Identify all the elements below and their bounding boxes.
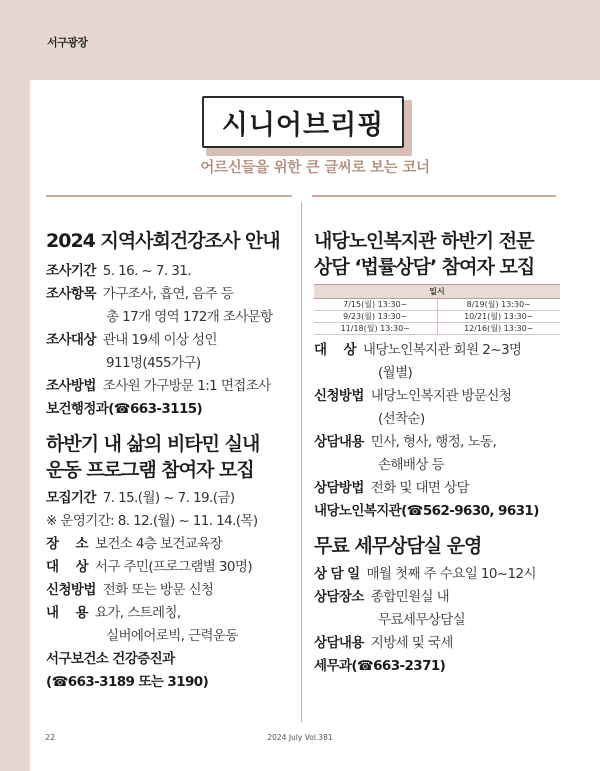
tax-consult-notice: [314, 533, 564, 678]
legal-apply-label: 신청방법: [314, 388, 364, 404]
section-title-badge: [202, 96, 414, 158]
vitamin-place-label: 장 소: [46, 536, 88, 552]
tax-day-row: [314, 563, 564, 586]
legal-target-value: 내당노인복지관 회원 2~3명: [362, 342, 522, 358]
table-row: [314, 323, 560, 335]
vitamin-target-value: 서구 주민(프로그램별 30명): [94, 559, 252, 575]
schedule-cell: 11/18(월) 13:30~: [314, 323, 437, 335]
left-divider-rule: [46, 195, 292, 197]
right-column: [314, 228, 564, 678]
survey-method-row: [46, 375, 296, 398]
section-subtitle: 어르신들을 위한 큰 글씨로 보는 코너: [200, 160, 430, 176]
table-row: [314, 299, 560, 311]
legal-title-line2: 상담 ‘법률상담’ 참여자 모집: [314, 256, 535, 278]
tax-place-row: [314, 586, 564, 609]
vitamin-target-label: 대 상: [46, 559, 88, 575]
vitamin-target-row: [46, 556, 296, 579]
vitamin-contact-2: (☎663-3189 또는 3190): [46, 674, 209, 690]
legal-content-row: [314, 431, 564, 454]
schedule-cell: 12/16(월) 13:30~: [437, 323, 560, 335]
vitamin-content-value: 요가, 스트레칭,: [94, 605, 181, 621]
legal-apply-value-2: (선착순): [378, 411, 425, 427]
vitamin-content-label: 내 용: [46, 605, 88, 621]
vitamin-place-row: [46, 533, 296, 556]
schedule-cell: 7/15(월) 13:30~: [314, 299, 437, 311]
vitamin-recruit-value: 7. 15.(월) ~ 7. 19.(금): [102, 490, 235, 506]
legal-method-row: [314, 477, 564, 500]
legal-target-row: [314, 339, 564, 362]
legal-contact: 내당노인복지관(☎562-9630, 9631): [314, 503, 539, 519]
vitamin-content-value-2: 실버에어로빅, 근력운동: [106, 628, 238, 644]
magazine-name: 서구광장: [47, 36, 88, 49]
tax-place-value-2: 무료세무상담실: [378, 612, 466, 628]
vitamin-place-value: 보건소 4층 보건교육장: [94, 536, 223, 552]
survey-target-label: 조사대상: [46, 332, 96, 348]
vitamin-recruit-label: 모집기간: [46, 490, 96, 506]
survey-items-row: [46, 283, 296, 306]
tax-place-value: 종합민원실 내: [370, 589, 450, 605]
tax-contact: 세무과(☎663-2371): [314, 658, 446, 674]
survey-items-label: 조사항목: [46, 286, 96, 302]
survey-method-label: 조사방법: [46, 378, 96, 394]
survey-target-value-2: 911명(455가구): [106, 355, 201, 371]
issue-info: 2024 July Vol.381: [267, 733, 333, 742]
legal-apply-row: [314, 385, 564, 408]
legal-apply-value: 내당노인복지관 방문신청: [370, 388, 512, 404]
tax-place-label: 상담장소: [314, 589, 364, 605]
left-column: [46, 228, 296, 694]
survey-target-value: 관내 19세 이상 성인: [102, 332, 217, 348]
legal-content-value: 민사, 형사, 행정, 노동,: [370, 434, 497, 450]
vitamin-title-line2: 운동 프로그램 참여자 모집: [46, 459, 254, 481]
legal-content-value-2: 손해배상 등: [378, 457, 444, 473]
survey-target-row: [46, 329, 296, 352]
survey-period-label: 조사기간: [46, 263, 96, 279]
survey-items-value: 가구조사, 흡연, 음주 등: [102, 286, 234, 302]
vitamin-content-row: [46, 602, 296, 625]
table-row: [314, 311, 560, 323]
legal-method-value: 전화 및 대면 상담: [370, 480, 469, 496]
vitamin-operation-note: ※ 운영기간: 8. 12.(월) ~ 11. 14.(목): [46, 513, 258, 529]
vitamin-title-line1: 하반기 내 삶의 비타민 실내: [46, 433, 260, 455]
legal-target-value-2: (월별): [378, 365, 413, 381]
survey-contact: 보건행정과(☎663-3115): [46, 401, 203, 417]
right-divider-rule: [312, 195, 556, 197]
legal-method-label: 상담방법: [314, 480, 364, 496]
legal-content-label: 상담내용: [314, 434, 364, 450]
survey-items-value-2: 총 17개 영역 172개 조사문항: [106, 309, 273, 325]
page-number: 22: [45, 733, 56, 742]
schedule-cell: 10/21(월) 13:30~: [437, 311, 560, 323]
column-divider: [301, 202, 302, 722]
tax-content-row: [314, 632, 564, 655]
schedule-header: 일시: [314, 285, 560, 299]
vitamin-contact-1: 서구보건소 건강증진과: [46, 651, 175, 667]
schedule-cell: 9/23(월) 13:30~: [314, 311, 437, 323]
legal-consult-notice: [314, 228, 564, 523]
survey-title: 2024 지역사회건강조사 안내: [46, 230, 280, 252]
survey-period-value: 5. 16. ~ 7. 31.: [102, 263, 191, 279]
tax-content-value: 지방세 및 국세: [370, 635, 453, 651]
schedule-cell: 8/19(월) 13:30~: [437, 299, 560, 311]
legal-schedule-table: [314, 284, 560, 335]
section-title: 시니어브리핑: [202, 96, 404, 148]
survey-notice: [46, 228, 296, 421]
legal-title-line1: 내당노인복지관 하반기 전문: [314, 230, 534, 252]
tax-title: 무료 세무상담실 운영: [314, 535, 482, 557]
survey-method-value: 조사원 가구방문 1:1 면접조사: [102, 378, 271, 394]
tax-content-label: 상담내용: [314, 635, 364, 651]
vitamin-apply-label: 신청방법: [46, 582, 96, 598]
tax-day-label: 상 담 일: [314, 566, 360, 582]
vitamin-program-notice: [46, 431, 296, 694]
legal-target-label: 대 상: [314, 342, 356, 358]
tax-day-value: 매월 첫째 주 수요일 10~12시: [366, 566, 536, 582]
page-panel: [30, 80, 600, 771]
survey-period-row: [46, 260, 296, 283]
vitamin-apply-row: [46, 579, 296, 602]
vitamin-apply-value: 전화 또는 방문 신청: [102, 582, 214, 598]
vitamin-recruit-row: [46, 487, 296, 510]
